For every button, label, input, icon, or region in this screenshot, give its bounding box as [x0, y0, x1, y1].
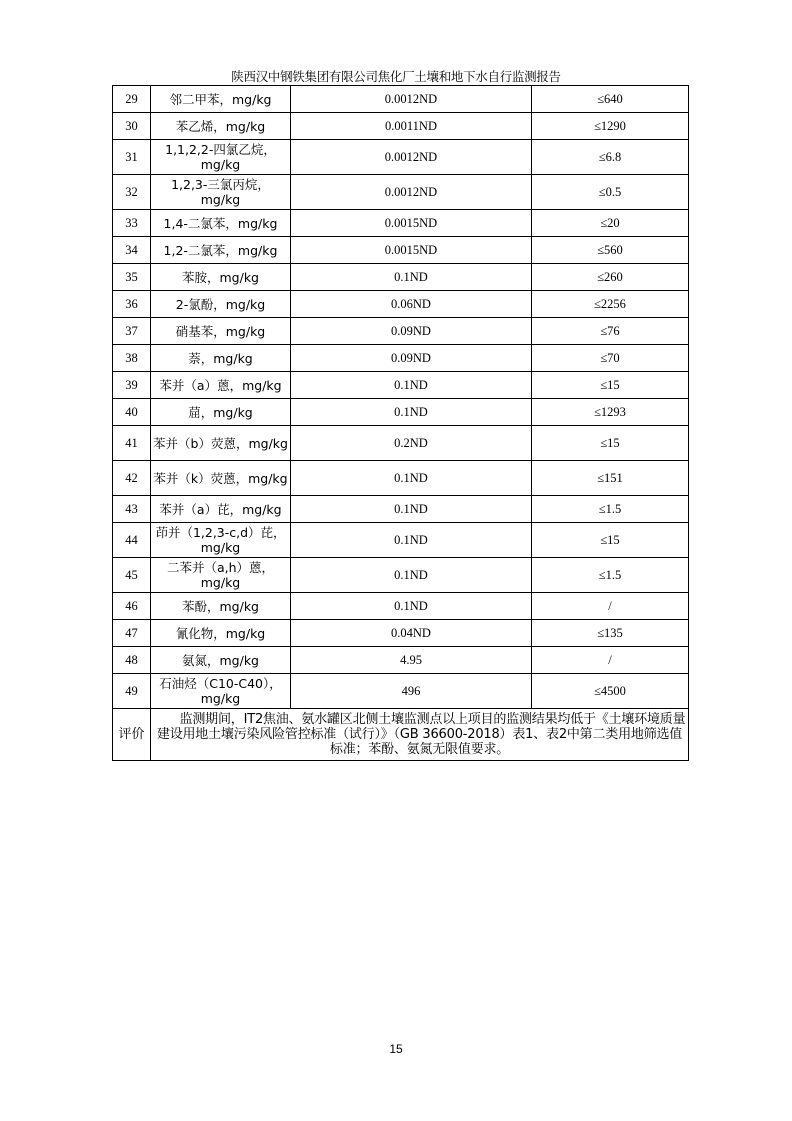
parameter-name: 1,2-二氯苯，mg/kg — [151, 237, 291, 264]
measured-value: 0.2ND — [291, 426, 532, 461]
evaluation-text: 监测期间，IT2焦油、氨水罐区北侧土壤监测点以上项目的监测结果均低于《土壤环境质量 建设用地土壤污染风险管控标准（试行）》（GB 36600-2018）表1、表2中第二类用地筛选值标准；苯酚、氨氮无限值要求。 — [151, 709, 689, 761]
table-row — [113, 318, 689, 345]
limit-value: ≤0.5 — [532, 175, 689, 210]
measured-value: 0.1ND — [291, 399, 532, 426]
row-number: 47 — [113, 620, 151, 647]
table-row — [113, 674, 689, 709]
limit-value: ≤260 — [532, 264, 689, 291]
measured-value: 0.1ND — [291, 523, 532, 558]
table-row — [113, 399, 689, 426]
measured-value: 0.0015ND — [291, 210, 532, 237]
limit-value: ≤1290 — [532, 113, 689, 140]
limit-value: ≤15 — [532, 523, 689, 558]
table-row — [113, 291, 689, 318]
measured-value: 4.95 — [291, 647, 532, 674]
limit-value: ≤1293 — [532, 399, 689, 426]
table-row — [113, 647, 689, 674]
table-row — [113, 593, 689, 620]
parameter-name: 苯并（a）芘，mg/kg — [151, 496, 291, 523]
parameter-name: 1,2,3-三氯丙烷，mg/kg — [151, 175, 291, 210]
row-number: 45 — [113, 558, 151, 593]
limit-value: ≤4500 — [532, 674, 689, 709]
limit-value: ≤70 — [532, 345, 689, 372]
measured-value: 0.1ND — [291, 593, 532, 620]
measured-value: 496 — [291, 674, 532, 709]
limit-value: ≤640 — [532, 86, 689, 113]
evaluation-row — [113, 709, 689, 761]
limit-value: ≤15 — [532, 426, 689, 461]
measured-value: 0.09ND — [291, 318, 532, 345]
parameter-name: 苯酚，mg/kg — [151, 593, 291, 620]
measured-value: 0.06ND — [291, 291, 532, 318]
row-number: 36 — [113, 291, 151, 318]
table-row — [113, 113, 689, 140]
limit-value: / — [532, 593, 689, 620]
measured-value: 0.0015ND — [291, 237, 532, 264]
parameter-name: 萘，mg/kg — [151, 345, 291, 372]
parameter-name: 二苯并（a,h）蒽，mg/kg — [151, 558, 291, 593]
row-number: 40 — [113, 399, 151, 426]
table-row — [113, 496, 689, 523]
row-number: 44 — [113, 523, 151, 558]
table-row — [113, 237, 689, 264]
table-row — [113, 86, 689, 113]
parameter-name: 䓛，mg/kg — [151, 399, 291, 426]
limit-value: ≤20 — [532, 210, 689, 237]
limit-value: ≤151 — [532, 461, 689, 496]
row-number: 41 — [113, 426, 151, 461]
table-row — [113, 558, 689, 593]
table-row — [113, 426, 689, 461]
limit-value: ≤1.5 — [532, 496, 689, 523]
row-number: 31 — [113, 140, 151, 175]
row-number: 32 — [113, 175, 151, 210]
parameter-name: 1,1,2,2-四氯乙烷，mg/kg — [151, 140, 291, 175]
table-row — [113, 620, 689, 647]
measured-value: 0.0012ND — [291, 175, 532, 210]
table-row — [113, 264, 689, 291]
row-number: 43 — [113, 496, 151, 523]
parameter-name: 苯并（k）荧蒽，mg/kg — [151, 461, 291, 496]
row-number: 30 — [113, 113, 151, 140]
measured-value: 0.0011ND — [291, 113, 532, 140]
row-number: 37 — [113, 318, 151, 345]
measured-value: 0.1ND — [291, 496, 532, 523]
page-header: 陕西汉中钢铁集团有限公司焦化厂土壤和地下水自行监测报告 — [231, 69, 561, 84]
table-row — [113, 461, 689, 496]
limit-value: ≤76 — [532, 318, 689, 345]
row-number: 38 — [113, 345, 151, 372]
monitoring-results-table — [112, 85, 689, 761]
limit-value: ≤2256 — [532, 291, 689, 318]
limit-value: / — [532, 647, 689, 674]
measured-value: 0.1ND — [291, 461, 532, 496]
parameter-name: 氨氮，mg/kg — [151, 647, 291, 674]
limit-value: ≤15 — [532, 372, 689, 399]
measured-value: 0.04ND — [291, 620, 532, 647]
table-row — [113, 210, 689, 237]
row-number: 33 — [113, 210, 151, 237]
limit-value: ≤6.8 — [532, 140, 689, 175]
measured-value: 0.1ND — [291, 264, 532, 291]
page-number: 15 — [389, 1042, 403, 1056]
table-row — [113, 523, 689, 558]
evaluation-label: 评价 — [113, 709, 151, 761]
parameter-name: 1,4-二氯苯，mg/kg — [151, 210, 291, 237]
parameter-name: 苯胺，mg/kg — [151, 264, 291, 291]
row-number: 34 — [113, 237, 151, 264]
parameter-name: 硝基苯，mg/kg — [151, 318, 291, 345]
parameter-name: 苯并（b）荧蒽，mg/kg — [151, 426, 291, 461]
row-number: 42 — [113, 461, 151, 496]
parameter-name: 邻二甲苯，mg/kg — [151, 86, 291, 113]
table-row — [113, 345, 689, 372]
row-number: 48 — [113, 647, 151, 674]
table-row — [113, 175, 689, 210]
row-number: 29 — [113, 86, 151, 113]
measured-value: 0.0012ND — [291, 140, 532, 175]
parameter-name: 苯并（a）蒽，mg/kg — [151, 372, 291, 399]
row-number: 39 — [113, 372, 151, 399]
row-number: 49 — [113, 674, 151, 709]
limit-value: ≤1.5 — [532, 558, 689, 593]
table-row — [113, 372, 689, 399]
measured-value: 0.09ND — [291, 345, 532, 372]
table-row — [113, 140, 689, 175]
row-number: 46 — [113, 593, 151, 620]
measured-value: 0.1ND — [291, 372, 532, 399]
parameter-name: 氰化物，mg/kg — [151, 620, 291, 647]
measured-value: 0.0012ND — [291, 86, 532, 113]
parameter-name: 石油烃（C10-C40），mg/kg — [151, 674, 291, 709]
parameter-name: 茚并（1,2,3-c,d）芘，mg/kg — [151, 523, 291, 558]
row-number: 35 — [113, 264, 151, 291]
parameter-name: 2-氯酚，mg/kg — [151, 291, 291, 318]
parameter-name: 苯乙烯，mg/kg — [151, 113, 291, 140]
limit-value: ≤135 — [532, 620, 689, 647]
measured-value: 0.1ND — [291, 558, 532, 593]
limit-value: ≤560 — [532, 237, 689, 264]
